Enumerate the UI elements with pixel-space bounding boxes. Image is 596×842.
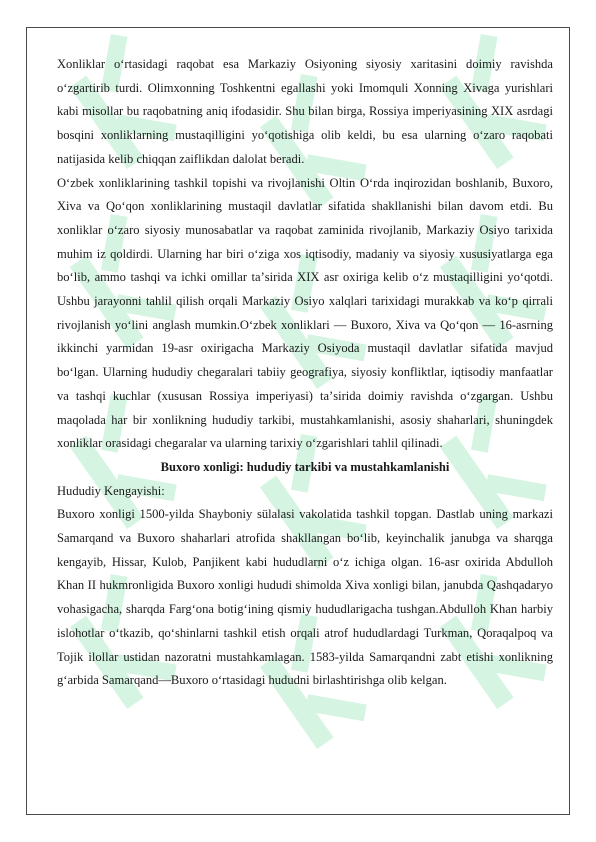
- paragraph-bukhara-expansion: Buxoro xonligi 1500-yilda Shayboniy sülalasi vakolatida tashkil topgan. Dastlab uning markazi Samarqand va Buxoro shaharlari atrofida shakllangan boʻlib, keyinchalik janubga va sharqga kengayib, Hissar, Kulob, Panjikent kabi hududlarni oʻz ichiga olgan. 16-asr oxirida Abdulloh Khan II hukmronligida Buxoro xonligi hududi shimolda Xiva xonligi bilan, janubda Qashqadaryo vohasigacha, sharqda Fargʻona botigʻining qismiy hududlarigacha tushgan.Abdulloh Khan harbiy islohotlar oʻtkazib, qoʻshinlarni tashkil etish orqali atrof hududlardagi Turkman, Qoraqalpoq va Tojik ilollar ustidan nazoratni mustahkamlagan. 1583-yilda Samarqandni zabt etishi xonlikning gʻarbida Samarqand—Buxoro oʻrtasidagi hududni birlashtirishga olib kelgan.: [57, 507, 553, 688]
- document-body: [57, 53, 553, 693]
- paragraph-rivalry: Xonliklar oʻrtasidagi raqobat esa Markaziy Osiyoning siyosiy xaritasini doimiy ravishda oʻzgartirib turdi. Olimxonning Toshkentni egallashi yoki Imomquli Xonning Xivaga yurishlari kabi misollar bu raqobatning aniq ifodasidir. Shu bilan birga, Rossiya imperiyasining XIX asrdagi bosqini xonliklarning mustaqilligini yoʻqotishiga olib keldi, bu esa ularning oʻzaro raqobati natijasida kelib chiqqan zaiflikdan dalolat beradi.: [57, 57, 553, 166]
- section-heading: Buxoro xonligi: hududiy tarkibi va mustahkamlanishi: [160, 459, 450, 474]
- subsection-label: Hududiy Kengayishi:: [57, 483, 165, 498]
- paragraph-khanates-overview: Oʻzbek xonliklarining tashkil topishi va rivojlanishi Oltin Oʻrda inqirozidan boshlanib, Buxoro, Xiva va Qoʻqon xonliklarining mustaqil davlatlar sifatida shakllanishi bilan davom etdi. Bu xonliklar oʻzaro siyosiy munosabatlar va raqobat zaminida rivojlanib, Markaziy Osiyo tarixida muhim iz qoldirdi. Ularning har biri oʻziga xos iqtisodiy, madaniy va siyosiy xususiyatlarga ega boʻlib, ammo tashqi va ichki omillar taʼsirida XIX asr oxiriga kelib oʻz mustaqilligini yoʻqotdi. Ushbu jarayonni tahlil qilish orqali Markaziy Osiyo xalqlari tarixidagi murakkab va koʻp qirrali rivojlanish yoʻlini anglash mumkin.Oʻzbek xonliklari — Buxoro, Xiva va Qoʻqon — 16-asrning ikkinchi yarmidan 19-asr oxirigacha Markaziy Osiyoda mustaqil davlatlar sifatida mavjud boʻlgan. Ularning hududiy chegaralari tabiiy geografiya, siyosiy konfliktlar, iqtisodiy manfaatlar va tashqi kuchlar (xususan Rossiya imperiyasi) taʼsirida doimiy ravishda oʻzgargan. Ushbu maqolada har bir xonlikning hududiy tarkibi, mustahkamlanishi, asosiy shaharlari, shuningdek xonliklar orasidagi chegaralar va ularning tarixiy oʻzgarishlari tahlil qilinadi.: [57, 175, 553, 451]
